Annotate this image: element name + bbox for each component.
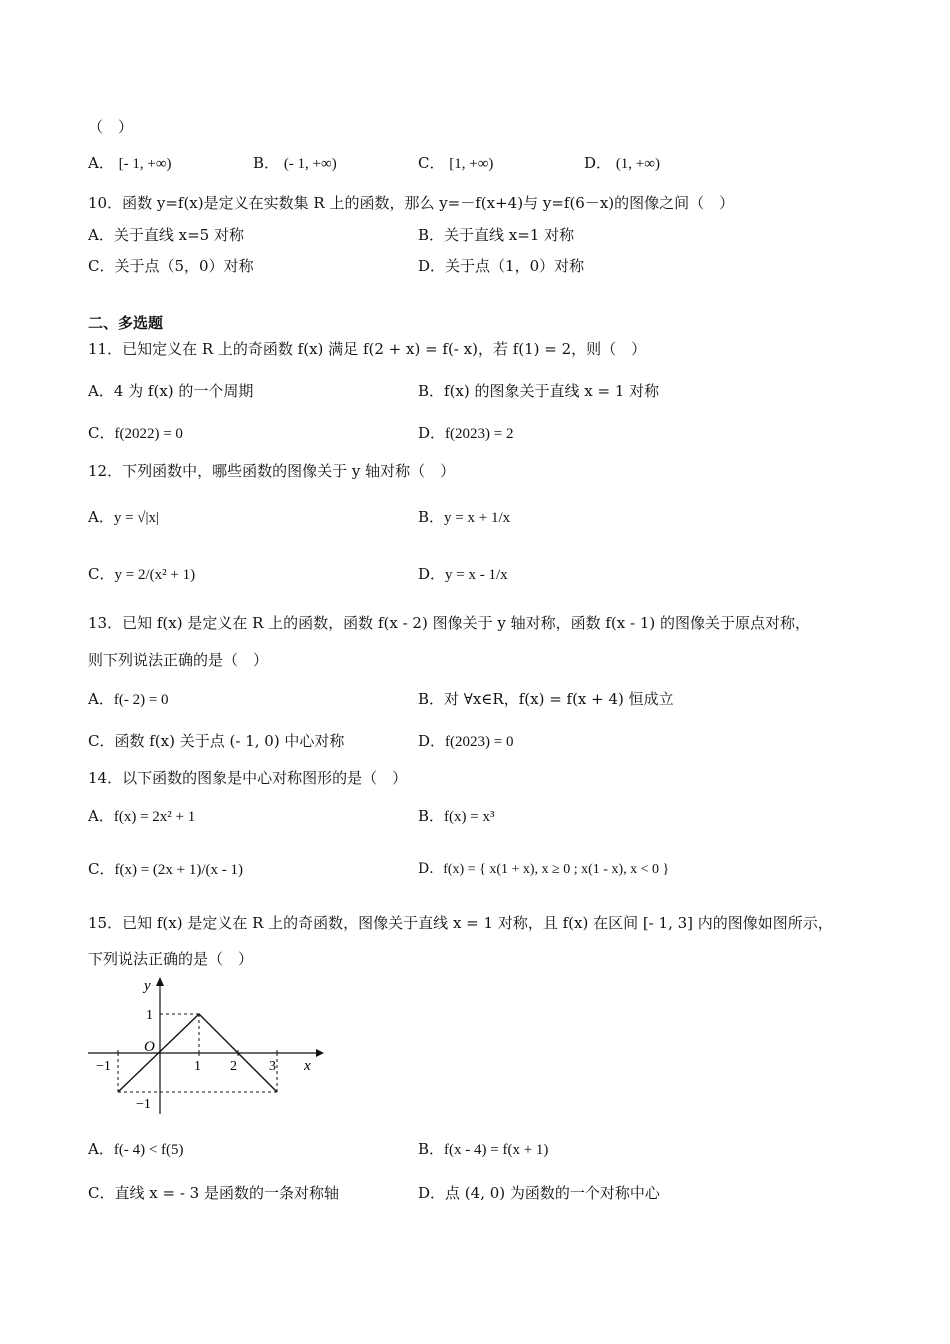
y-axis-arrow — [156, 977, 164, 986]
x-label: x — [304, 1058, 311, 1074]
q14-option-b[interactable] — [418, 805, 494, 828]
option-text: 点 (4, 0) 为函数的一个对称中心 — [445, 1184, 660, 1202]
tick-label-1: 1 — [194, 1059, 201, 1074]
option-label: B． — [418, 1140, 445, 1158]
option-d[interactable] — [584, 152, 660, 175]
option-text: 对 ∀x∈R，f(x) = f(x + 4) 恒成立 — [444, 690, 674, 708]
q12-option-b[interactable] — [418, 506, 510, 529]
option-text: y = 2/(x² + 1) — [114, 567, 196, 583]
option-text: 函数 f(x) 关于点 (- 1, 0) 中心对称 — [114, 732, 345, 750]
q11-option-c[interactable] — [88, 422, 183, 445]
option-label: A． — [88, 690, 114, 708]
option-text: f(2023) = 0 — [445, 734, 514, 750]
option-text: f(- 4) < f(5) — [113, 1142, 184, 1158]
option-text: 关于点（1，0）对称 — [445, 257, 585, 275]
option-text: f(x) = 2x² + 1 — [113, 809, 196, 825]
option-text: 4 为 f(x) 的一个周期 — [113, 382, 254, 400]
option-text: (- 1, +∞) — [283, 156, 337, 172]
option-a[interactable] — [88, 152, 172, 175]
q11-option-b[interactable] — [418, 380, 659, 402]
option-label: B． — [418, 807, 445, 825]
option-text: f(x) = (2x + 1)/(x - 1) — [114, 862, 244, 878]
origin-label: O — [144, 1039, 155, 1055]
option-label: A． — [88, 508, 114, 526]
q13-option-c[interactable] — [88, 730, 344, 752]
option-text: f(x) 的图象关于直线 x = 1 对称 — [444, 382, 660, 400]
q12-stem: 12．下列函数中，哪些函数的图像关于 y 轴对称（ ） — [88, 462, 456, 480]
option-text: f(x - 4) = f(x + 1) — [444, 1142, 549, 1158]
option-label: D． — [418, 565, 446, 583]
q15-stem-line1: 15．已知 f(x) 是定义在 R 上的奇函数，图像关于直线 x = 1 对称，且 f(x) 在区间 [- 1, 3] 内的图像如图所示， — [88, 914, 833, 932]
q10-option-c[interactable] — [88, 255, 254, 277]
option-label: B． — [418, 382, 445, 400]
q11-option-d[interactable] — [418, 422, 513, 445]
option-label: A． — [88, 382, 114, 400]
option-label: D． — [418, 424, 446, 442]
function-graph — [88, 974, 328, 1119]
option-text: 直线 x = - 3 是函数的一条对称轴 — [114, 1184, 339, 1202]
section-title: 二、多选题 — [88, 314, 164, 332]
option-label: D． — [584, 154, 612, 172]
option-text: [1, +∞) — [449, 156, 494, 172]
option-label: C． — [88, 1184, 115, 1202]
y-label: y — [144, 978, 151, 994]
q11-option-a[interactable] — [88, 380, 253, 402]
q14-option-c[interactable] — [88, 858, 243, 881]
q10-option-d[interactable] — [418, 255, 584, 277]
option-label: B． — [418, 690, 445, 708]
option-text: 关于直线 x=1 对称 — [444, 226, 575, 244]
option-text: f(- 2) = 0 — [113, 692, 169, 708]
tick-label-yneg1: −1 — [136, 1097, 151, 1112]
option-label: B． — [418, 508, 445, 526]
q12-option-a[interactable] — [88, 506, 159, 529]
option-label: D． — [418, 861, 444, 877]
q12-option-d[interactable] — [418, 563, 508, 586]
option-label: A． — [88, 807, 114, 825]
option-label: D． — [418, 1184, 446, 1202]
option-text: f(x) = { x(1 + x), x ≥ 0 ; x(1 - x), x < 0 } — [443, 862, 670, 877]
q15-option-d[interactable] — [418, 1182, 660, 1204]
option-text: [- 1, +∞) — [118, 156, 172, 172]
q13-option-b[interactable] — [418, 688, 674, 710]
q15-stem-line2: 下列说法正确的是（ ） — [88, 950, 254, 968]
option-text: (1, +∞) — [615, 156, 660, 172]
q10-option-a[interactable] — [88, 224, 244, 246]
q13-option-a[interactable] — [88, 688, 169, 711]
q12-option-c[interactable] — [88, 563, 195, 586]
option-label: B． — [418, 226, 445, 244]
option-label: A． — [88, 226, 114, 244]
q10-stem: 10．函数 y=f(x)是定义在实数集 R 上的函数，那么 y=－f(x+4)与 y=f(6－x)的图像之间（ ） — [88, 194, 735, 212]
option-label: D． — [418, 732, 446, 750]
question-paren: （ ） — [88, 118, 134, 136]
tick-label-2: 2 — [230, 1059, 237, 1074]
q11-stem: 11．已知定义在 R 上的奇函数 f(x) 满足 f(2 + x) = f(- x)，若 f(1) = 2，则（ ） — [88, 340, 647, 358]
q13-option-d[interactable] — [418, 730, 513, 753]
option-text: y = x - 1/x — [445, 567, 508, 583]
q15-option-b[interactable] — [418, 1138, 548, 1161]
option-text: 关于点（5，0）对称 — [114, 257, 254, 275]
option-text: 关于直线 x=5 对称 — [113, 226, 244, 244]
x-axis-arrow — [316, 1049, 324, 1057]
tick-label-3: 3 — [269, 1059, 276, 1074]
q15-option-a[interactable] — [88, 1138, 184, 1161]
option-label: C． — [88, 257, 115, 275]
q13-stem-line2: 则下列说法正确的是（ ） — [88, 651, 269, 669]
q14-option-d[interactable] — [418, 858, 669, 881]
tick-label-neg1: −1 — [96, 1059, 111, 1074]
option-c[interactable] — [418, 152, 493, 175]
tick-label-y1: 1 — [146, 1008, 153, 1023]
q10-option-b[interactable] — [418, 224, 574, 246]
option-text: y = √|x| — [113, 510, 160, 526]
option-label: C． — [88, 424, 115, 442]
option-label: D． — [418, 257, 446, 275]
option-label: B． — [253, 154, 280, 172]
option-label: A． — [88, 154, 114, 172]
q13-stem-line1: 13．已知 f(x) 是定义在 R 上的函数，函数 f(x - 2) 图像关于 y 轴对称，函数 f(x - 1) 的图像关于原点对称， — [88, 614, 810, 632]
option-text: f(x) = x³ — [444, 809, 495, 825]
option-label: A． — [88, 1140, 114, 1158]
option-text: f(2022) = 0 — [114, 426, 183, 442]
q14-stem: 14．以下函数的图象是中心对称图形的是（ ） — [88, 769, 408, 787]
q15-option-c[interactable] — [88, 1182, 339, 1204]
option-label: C． — [88, 565, 115, 583]
option-label: C． — [88, 860, 115, 878]
option-b[interactable] — [253, 152, 337, 175]
option-text: f(2023) = 2 — [445, 426, 514, 442]
q14-option-a[interactable] — [88, 805, 195, 828]
option-label: C． — [418, 154, 445, 172]
option-label: C． — [88, 732, 115, 750]
option-text: y = x + 1/x — [444, 510, 511, 526]
